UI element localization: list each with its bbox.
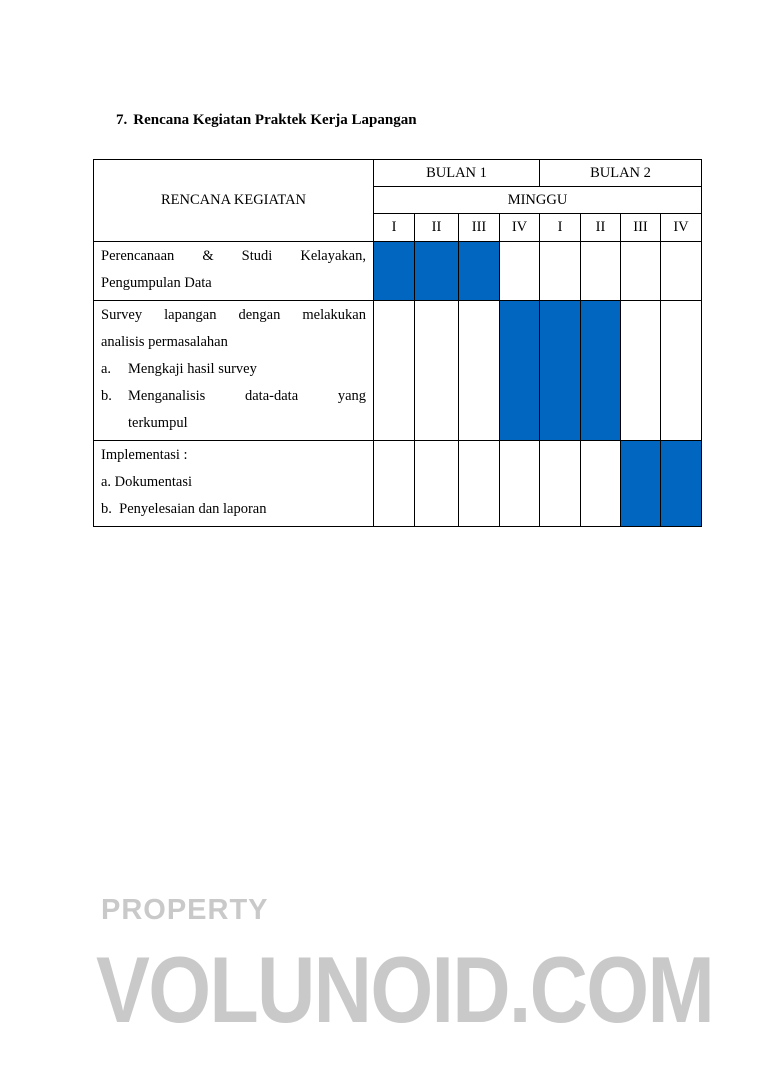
list-item: b. Penyelesaian dan laporan [101, 501, 267, 517]
schedule-cell [459, 301, 500, 441]
schedule-cell [500, 441, 540, 527]
activity-row [94, 242, 702, 301]
week-header: II [581, 214, 621, 242]
list-text: Mengkaji hasil survey [128, 361, 257, 377]
word: lapangan [164, 307, 217, 323]
schedule-cell [540, 441, 581, 527]
schedule-cell [661, 301, 702, 441]
schedule-cell [661, 242, 702, 301]
activity-description [94, 242, 374, 301]
schedule-cell-filled [500, 301, 540, 441]
week-header: I [374, 214, 415, 242]
activity-row [94, 441, 702, 527]
week-header: III [459, 214, 500, 242]
activity-line [101, 243, 366, 270]
word: & [202, 248, 214, 264]
list-item [101, 383, 366, 410]
schedule-cell [581, 242, 621, 301]
schedule-cell-filled [581, 301, 621, 441]
list-item [101, 356, 366, 383]
week-header: I [540, 214, 581, 242]
activity-line [101, 302, 366, 329]
schedule-cell-filled [415, 242, 459, 301]
word: melakukan [302, 307, 366, 323]
list-marker: b. [101, 388, 112, 404]
schedule-cell [374, 301, 415, 441]
header-row-months [94, 160, 702, 187]
schedule-cell [374, 441, 415, 527]
list-marker: a. [101, 361, 112, 377]
week-header: IV [661, 214, 702, 242]
word: data-data [245, 388, 299, 404]
word: Menganalisis [128, 388, 206, 404]
schedule-cell [459, 441, 500, 527]
section-number: 7. [116, 112, 128, 128]
word: Perencanaan [101, 248, 175, 264]
activity-description [94, 441, 374, 527]
month-1-header: BULAN 1 [374, 160, 540, 187]
activity-schedule-table [93, 159, 702, 527]
schedule-cell [540, 242, 581, 301]
schedule-cell-filled [459, 242, 500, 301]
activity-line: Implementasi : [101, 447, 188, 463]
schedule-cell [415, 301, 459, 441]
watermark-site: VOLUNOID.COM [96, 937, 714, 1042]
word: Studi [241, 248, 273, 264]
schedule-cell-filled [374, 242, 415, 301]
month-2-header: BULAN 2 [540, 160, 702, 187]
schedule-cell [621, 242, 661, 301]
schedule-cell [415, 441, 459, 527]
week-header: II [415, 214, 459, 242]
word: Survey [101, 307, 143, 323]
schedule-cell-filled [621, 441, 661, 527]
schedule-cell-filled [661, 441, 702, 527]
watermark-property: PROPERTY [101, 894, 269, 926]
list-item: a. Dokumentasi [101, 474, 193, 490]
week-header: IV [500, 214, 540, 242]
schedule-cell [581, 441, 621, 527]
activity-line: Pengumpulan Data [101, 275, 212, 291]
week-header: III [621, 214, 661, 242]
schedule-cell [621, 301, 661, 441]
activity-column-header: RENCANA KEGIATAN [94, 160, 374, 242]
word: Kelayakan, [300, 248, 366, 264]
activity-description [94, 301, 374, 441]
section-heading [116, 110, 417, 130]
word: dengan [238, 307, 281, 323]
schedule-cell [500, 242, 540, 301]
activity-row [94, 301, 702, 441]
word: yang [337, 388, 366, 404]
activity-line: analisis permasalahan [101, 334, 228, 350]
list-text-continuation: terkumpul [128, 415, 188, 431]
section-title: Rencana Kegiatan Praktek Kerja Lapangan [133, 112, 417, 128]
week-group-header: MINGGU [374, 187, 702, 214]
list-text [128, 383, 366, 410]
schedule-cell-filled [540, 301, 581, 441]
